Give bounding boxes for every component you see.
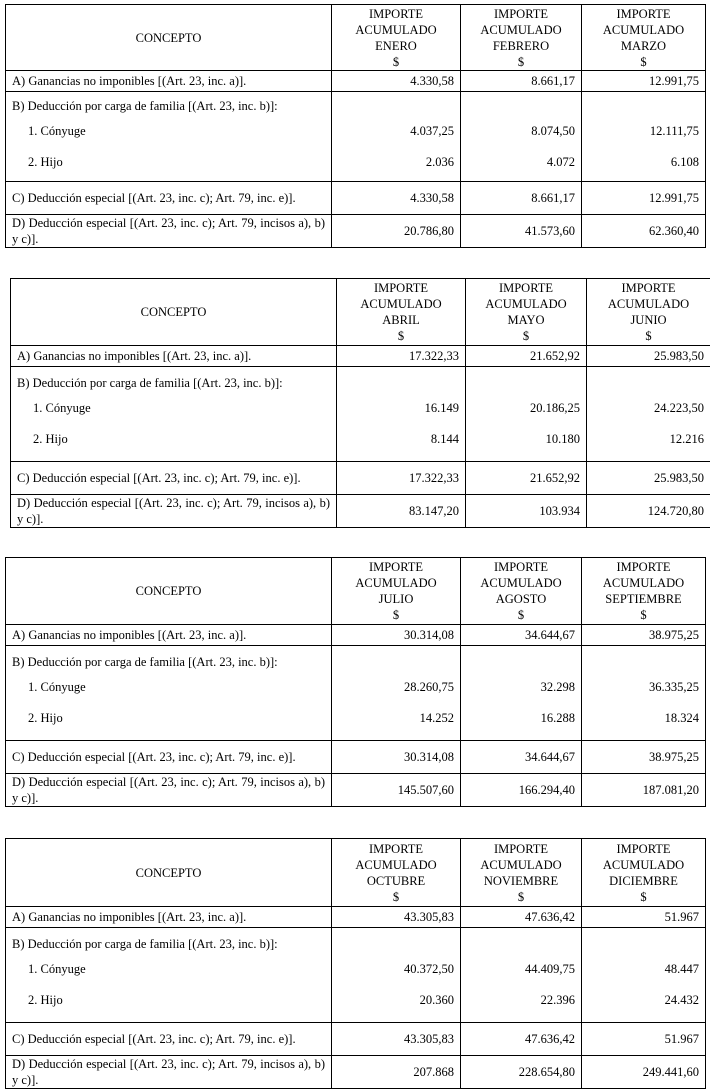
- amount-cell: 145.507,60: [332, 774, 461, 807]
- amount-cell-group: [461, 646, 582, 741]
- month-column-header: [461, 5, 582, 71]
- month-column-header: [582, 839, 706, 907]
- column-header-line: DICIEMBRE: [588, 873, 699, 889]
- row-label-group: [6, 92, 332, 182]
- header-row: [6, 558, 706, 625]
- column-header-line: ACUMULADO: [343, 296, 459, 312]
- amount: 6.108: [588, 147, 699, 178]
- concept-header: CONCEPTO: [11, 279, 337, 346]
- row-label: A) Ganancias no imponibles [(Art. 23, inc. a)].: [11, 346, 337, 367]
- column-header-line: ACUMULADO: [467, 22, 575, 38]
- amount-cell: 12.991,75: [582, 182, 706, 215]
- amount: 24.223,50: [593, 393, 704, 424]
- amount: 20.360: [338, 985, 454, 1016]
- column-header-line: ACUMULADO: [338, 22, 454, 38]
- amount: 8.144: [343, 424, 459, 455]
- deduction-table: [5, 557, 706, 807]
- sub-row-label: 2. Hijo: [12, 985, 325, 1016]
- spacer: [588, 652, 699, 672]
- table-row: [11, 367, 710, 462]
- amount: 32.298: [467, 672, 575, 703]
- table-row: [6, 71, 706, 92]
- amount-cell-group: [461, 92, 582, 182]
- month-column-header: [461, 558, 582, 625]
- amount-cell: 47.636,42: [461, 907, 582, 928]
- amount-cell: 30.314,08: [332, 625, 461, 646]
- column-header-line: IMPORTE: [467, 6, 575, 22]
- column-header-line: IMPORTE: [593, 280, 704, 296]
- amount: 16.288: [467, 703, 575, 734]
- column-header-line: SEPTIEMBRE: [588, 591, 699, 607]
- month-column-header: [582, 558, 706, 625]
- column-header-line: $: [467, 54, 575, 70]
- concept-header: CONCEPTO: [6, 5, 332, 71]
- sub-row-label: 2. Hijo: [12, 147, 325, 178]
- column-header-line: ACUMULADO: [472, 296, 580, 312]
- column-header-line: ACUMULADO: [588, 22, 699, 38]
- column-header-line: $: [338, 54, 454, 70]
- spacer: [338, 934, 454, 954]
- spacer: [338, 652, 454, 672]
- column-header-line: $: [588, 607, 699, 623]
- table-row: [6, 182, 706, 215]
- column-header-line: NOVIEMBRE: [467, 873, 575, 889]
- column-header-line: IMPORTE: [588, 6, 699, 22]
- amount: 24.432: [588, 985, 699, 1016]
- amount-cell: 17.322,33: [337, 462, 466, 495]
- row-label-group: [6, 646, 332, 741]
- table-row: [6, 774, 706, 807]
- column-header-line: MARZO: [588, 38, 699, 54]
- amount-cell: 25.983,50: [587, 346, 710, 367]
- amount-cell: 83.147,20: [337, 495, 466, 528]
- column-header-line: IMPORTE: [343, 280, 459, 296]
- amount: 44.409,75: [467, 954, 575, 985]
- amount-cell-group: [582, 646, 706, 741]
- amount-cell: 4.330,58: [332, 71, 461, 92]
- spacer: [467, 96, 575, 116]
- amount-cell-group: [337, 367, 466, 462]
- column-header-line: $: [338, 889, 454, 905]
- row-label: A) Ganancias no imponibles [(Art. 23, inc. a)].: [6, 625, 332, 646]
- sub-row-label: 1. Cónyuge: [12, 116, 325, 147]
- amount: 4.072: [467, 147, 575, 178]
- header-row: [6, 5, 706, 71]
- spacer: [467, 934, 575, 954]
- amount: 48.447: [588, 954, 699, 985]
- column-header-line: $: [593, 328, 704, 344]
- header-row: [6, 839, 706, 907]
- amount: 12.216: [593, 424, 704, 455]
- row-label: A) Ganancias no imponibles [(Art. 23, inc. a)].: [6, 71, 332, 92]
- table-row: [6, 1023, 706, 1056]
- amount-cell: 34.644,67: [461, 741, 582, 774]
- amount-cell: 30.314,08: [332, 741, 461, 774]
- table-row: [6, 646, 706, 741]
- amount: 14.252: [338, 703, 454, 734]
- amount-cell: 34.644,67: [461, 625, 582, 646]
- amount-cell: 103.934: [466, 495, 587, 528]
- row-label: B) Deducción por carga de familia [(Art. 23, inc. b)]:: [12, 652, 325, 672]
- row-label: A) Ganancias no imponibles [(Art. 23, inc. a)].: [6, 907, 332, 928]
- amount-cell: 187.081,20: [582, 774, 706, 807]
- amount-cell: 51.967: [582, 907, 706, 928]
- column-header-line: JUNIO: [593, 312, 704, 328]
- amount-cell: 38.975,25: [582, 741, 706, 774]
- row-label: B) Deducción por carga de familia [(Art. 23, inc. b)]:: [12, 934, 325, 954]
- row-label: D) Deducción especial [(Art. 23, inc. c); Art. 79, incisos a), b) y c)].: [6, 774, 332, 807]
- column-header-line: MAYO: [472, 312, 580, 328]
- deduction-table: [5, 4, 706, 248]
- spacer: [467, 652, 575, 672]
- column-header-line: ACUMULADO: [338, 857, 454, 873]
- amount-cell: 4.330,58: [332, 182, 461, 215]
- concept-header: CONCEPTO: [6, 839, 332, 907]
- sub-row-label: 2. Hijo: [17, 424, 330, 455]
- concept-header: CONCEPTO: [6, 558, 332, 625]
- column-header-line: $: [588, 54, 699, 70]
- row-label: C) Deducción especial [(Art. 23, inc. c); Art. 79, inc. e)].: [6, 1023, 332, 1056]
- amount: 40.372,50: [338, 954, 454, 985]
- column-header-line: ACUMULADO: [467, 575, 575, 591]
- amount-cell: 43.305,83: [332, 907, 461, 928]
- month-column-header: [587, 279, 710, 346]
- table-row: [6, 741, 706, 774]
- amount: 36.335,25: [588, 672, 699, 703]
- column-header-line: IMPORTE: [338, 6, 454, 22]
- table-row: [11, 495, 710, 528]
- deduction-table: [5, 838, 706, 1089]
- spacer: [343, 373, 459, 393]
- column-header-line: IMPORTE: [588, 559, 699, 575]
- amount-cell: 228.654,80: [461, 1056, 582, 1089]
- table-row: [6, 92, 706, 182]
- month-column-header: [461, 839, 582, 907]
- amount: 18.324: [588, 703, 699, 734]
- amount-cell: 38.975,25: [582, 625, 706, 646]
- column-header-line: ACUMULADO: [588, 575, 699, 591]
- table-row: [6, 625, 706, 646]
- spacer: [588, 934, 699, 954]
- table-row: [6, 928, 706, 1023]
- amount-cell: 8.661,17: [461, 71, 582, 92]
- amount-cell: 21.652,92: [466, 462, 587, 495]
- amount-cell: 62.360,40: [582, 215, 706, 248]
- column-header-line: ACUMULADO: [593, 296, 704, 312]
- amount-cell-group: [582, 92, 706, 182]
- amount-cell: 43.305,83: [332, 1023, 461, 1056]
- amount-cell: 21.652,92: [466, 346, 587, 367]
- row-label: B) Deducción por carga de familia [(Art. 23, inc. b)]:: [17, 373, 330, 393]
- row-label: B) Deducción por carga de familia [(Art. 23, inc. b)]:: [12, 96, 325, 116]
- amount-cell-group: [461, 928, 582, 1023]
- amount-cell-group: [332, 928, 461, 1023]
- amount-cell-group: [582, 928, 706, 1023]
- deduction-table: [10, 278, 710, 528]
- amount-cell: 166.294,40: [461, 774, 582, 807]
- column-header-line: JULIO: [338, 591, 454, 607]
- row-label: D) Deducción especial [(Art. 23, inc. c); Art. 79, incisos a), b) y c)].: [6, 215, 332, 248]
- column-header-line: IMPORTE: [467, 559, 575, 575]
- row-label: D) Deducción especial [(Art. 23, inc. c); Art. 79, incisos a), b) y c)].: [11, 495, 337, 528]
- amount-cell: 207.868: [332, 1056, 461, 1089]
- month-column-header: [332, 558, 461, 625]
- column-header-line: AGOSTO: [467, 591, 575, 607]
- amount-cell: 249.441,60: [582, 1056, 706, 1089]
- column-header-line: $: [338, 607, 454, 623]
- column-header-line: OCTUBRE: [338, 873, 454, 889]
- amount-cell: 12.991,75: [582, 71, 706, 92]
- header-row: [11, 279, 710, 346]
- month-column-header: [582, 5, 706, 71]
- month-column-header: [337, 279, 466, 346]
- row-label-group: [6, 928, 332, 1023]
- column-header-line: IMPORTE: [588, 841, 699, 857]
- column-header-line: ENERO: [338, 38, 454, 54]
- amount-cell: 17.322,33: [337, 346, 466, 367]
- column-header-line: IMPORTE: [338, 841, 454, 857]
- amount-cell: 124.720,80: [587, 495, 710, 528]
- spacer: [338, 96, 454, 116]
- row-label-group: [11, 367, 337, 462]
- amount: 12.111,75: [588, 116, 699, 147]
- column-header-line: ACUMULADO: [338, 575, 454, 591]
- column-header-line: IMPORTE: [467, 841, 575, 857]
- row-label: C) Deducción especial [(Art. 23, inc. c); Art. 79, inc. e)].: [11, 462, 337, 495]
- table-row: [6, 215, 706, 248]
- amount: 10.180: [472, 424, 580, 455]
- table-row: [6, 907, 706, 928]
- amount-cell-group: [466, 367, 587, 462]
- column-header-line: IMPORTE: [472, 280, 580, 296]
- month-column-header: [332, 5, 461, 71]
- amount-cell: 20.786,80: [332, 215, 461, 248]
- table-row: [11, 346, 710, 367]
- amount: 4.037,25: [338, 116, 454, 147]
- spacer: [588, 96, 699, 116]
- amount-cell: 41.573,60: [461, 215, 582, 248]
- column-header-line: $: [467, 607, 575, 623]
- column-header-line: ABRIL: [343, 312, 459, 328]
- column-header-line: $: [343, 328, 459, 344]
- column-header-line: $: [588, 889, 699, 905]
- sub-row-label: 1. Cónyuge: [17, 393, 330, 424]
- month-column-header: [332, 839, 461, 907]
- spacer: [593, 373, 704, 393]
- amount-cell: 25.983,50: [587, 462, 710, 495]
- amount-cell-group: [332, 646, 461, 741]
- row-label: D) Deducción especial [(Art. 23, inc. c); Art. 79, incisos a), b) y c)].: [6, 1056, 332, 1089]
- amount-cell: 47.636,42: [461, 1023, 582, 1056]
- amount: 2.036: [338, 147, 454, 178]
- table-row: [11, 462, 710, 495]
- amount: 28.260,75: [338, 672, 454, 703]
- sub-row-label: 1. Cónyuge: [12, 672, 325, 703]
- table-row: [6, 1056, 706, 1089]
- sub-row-label: 2. Hijo: [12, 703, 325, 734]
- amount-cell-group: [332, 92, 461, 182]
- amount-cell: 8.661,17: [461, 182, 582, 215]
- column-header-line: $: [472, 328, 580, 344]
- column-header-line: ACUMULADO: [467, 857, 575, 873]
- amount: 20.186,25: [472, 393, 580, 424]
- sub-row-label: 1. Cónyuge: [12, 954, 325, 985]
- spacer: [472, 373, 580, 393]
- column-header-line: IMPORTE: [338, 559, 454, 575]
- amount: 22.396: [467, 985, 575, 1016]
- amount: 8.074,50: [467, 116, 575, 147]
- column-header-line: FEBRERO: [467, 38, 575, 54]
- amount-cell: 51.967: [582, 1023, 706, 1056]
- amount: 16.149: [343, 393, 459, 424]
- row-label: C) Deducción especial [(Art. 23, inc. c); Art. 79, inc. e)].: [6, 182, 332, 215]
- month-column-header: [466, 279, 587, 346]
- amount-cell-group: [587, 367, 710, 462]
- column-header-line: $: [467, 889, 575, 905]
- row-label: C) Deducción especial [(Art. 23, inc. c); Art. 79, inc. e)].: [6, 741, 332, 774]
- column-header-line: ACUMULADO: [588, 857, 699, 873]
